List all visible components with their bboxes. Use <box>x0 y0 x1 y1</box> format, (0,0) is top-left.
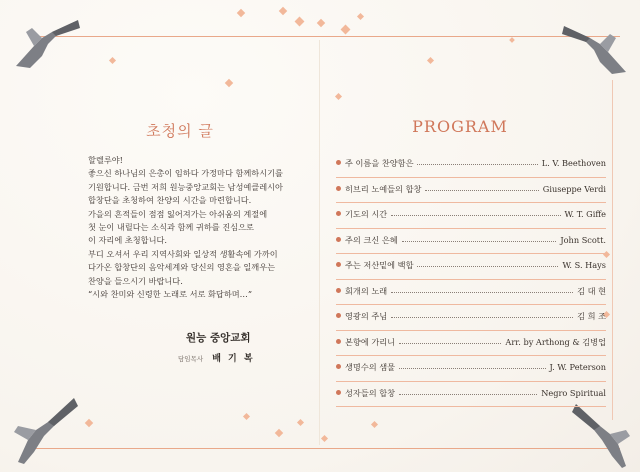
bullet-icon <box>336 288 341 293</box>
pastor-signature <box>178 346 255 365</box>
dot-leader <box>399 368 546 369</box>
letter-line: 부디 오셔서 우리 지역사회와 일상적 생활속에 가까이 <box>88 248 278 259</box>
letter-line: 좋으신 하나님의 은총이 임하다 가정마다 함께하시기를 <box>88 168 283 179</box>
letter-line: 기원합니다. 금번 저희 원능중앙교회는 남성예클레시아 <box>88 181 283 192</box>
trumpet-angel-icon <box>560 22 632 78</box>
program-item-title: 본향에 가리니 <box>345 336 396 347</box>
program-item-composer: 김 희 조 <box>577 311 606 321</box>
bullet-icon <box>336 390 341 395</box>
program-item-title: 기도의 시간 <box>345 209 388 219</box>
program-item-title: 주는 저산밑에 백합 <box>345 260 414 270</box>
program-item-title: 히브리 노예들의 합창 <box>345 183 422 194</box>
bullet-icon <box>336 339 341 344</box>
program-item <box>336 356 606 382</box>
letter-line: 할렐루야! <box>88 155 123 165</box>
bullet-icon <box>336 364 341 369</box>
program-item <box>336 178 606 204</box>
bullet-icon <box>336 211 341 216</box>
program-item-composer: John Scott. <box>560 234 606 245</box>
program-item <box>336 203 606 229</box>
program-list <box>336 152 606 407</box>
bullet-icon <box>336 186 341 191</box>
program-item <box>336 280 606 306</box>
bottom-border-rule <box>30 448 620 449</box>
church-name: 원능 중앙교회 <box>186 332 251 344</box>
program-item-composer: W. T. Giffe <box>564 209 606 219</box>
program-item-title: 성자들의 합창 <box>345 387 396 398</box>
program-item <box>336 254 606 280</box>
program-item-composer: Negro Spiritual <box>541 387 606 398</box>
letter-line: 다가온 합창단의 음악세계와 당신의 영혼을 일깨우는 <box>88 262 276 273</box>
pastor-role: 담임목사 <box>178 355 204 363</box>
bullet-icon <box>336 237 341 242</box>
dot-leader <box>399 343 501 344</box>
program-item-composer: 김 대 현 <box>577 285 606 296</box>
bullet-icon <box>336 160 341 165</box>
dot-leader <box>391 215 561 216</box>
program-item <box>336 152 606 178</box>
program-item-composer: Arr. by Arthong & 김병업 <box>505 336 606 347</box>
program-item <box>336 382 606 408</box>
dot-leader <box>391 317 573 318</box>
pastor-name: 배 기 복 <box>212 354 255 364</box>
invitation-letter <box>88 154 298 301</box>
program-item <box>336 331 606 357</box>
dot-leader <box>391 292 573 293</box>
program-item-composer: L. V. Beethoven <box>541 158 606 168</box>
program-item-title: 생명수의 샘물 <box>345 362 396 372</box>
dot-leader <box>402 241 556 242</box>
letter-line: 첫 눈이 내릴다는 소식과 함께 귀하를 진심으로 <box>88 222 254 233</box>
top-border-rule <box>40 36 620 37</box>
letter-line: 합창단을 초청하여 찬양의 시간을 마련합니다. <box>88 195 252 206</box>
trumpet-angel-icon <box>12 18 82 74</box>
trumpet-angel-icon <box>572 402 636 468</box>
letter-line: 가을의 흔적들이 점점 잃어져가는 아쉬움의 계절에 <box>88 208 268 219</box>
program-item-title: 주 이름을 찬양함은 <box>345 158 414 168</box>
program-item <box>336 229 606 255</box>
dot-leader <box>417 164 538 165</box>
right-border-rule <box>612 80 613 420</box>
program-item-title: 주의 크신 은혜 <box>345 234 398 245</box>
program-item-composer: W. S. Hays <box>562 260 606 270</box>
program-title: PROGRAM <box>412 117 508 136</box>
invitation-title: 초청의 글 <box>146 122 214 140</box>
program-item-composer: Giuseppe Verdi <box>542 183 606 194</box>
dot-leader <box>417 266 558 267</box>
program-item-title: 영광의 주님 <box>345 311 388 321</box>
bullet-icon <box>336 262 341 267</box>
program-item-title: 회개의 노래 <box>345 285 388 296</box>
dot-leader <box>399 394 537 395</box>
page-fold <box>319 40 320 445</box>
bullet-icon <box>336 313 341 318</box>
letter-line: “시와 찬미와 신령한 노래로 서로 화답하며…” <box>88 289 253 300</box>
letter-line: 찬양을 들으시기 바랍니다. <box>88 275 183 286</box>
dot-leader <box>425 190 539 191</box>
program-item <box>336 305 606 331</box>
program-item-composer: J. W. Peterson <box>549 362 606 372</box>
letter-line: 이 자리에 초청합니다. <box>88 235 167 246</box>
trumpet-angel-icon <box>8 396 80 466</box>
